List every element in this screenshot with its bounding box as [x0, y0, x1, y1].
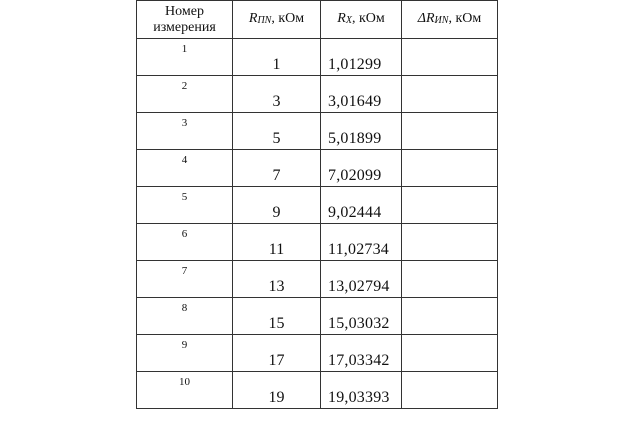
header-r-pn-symbol: R	[248, 10, 258, 26]
r-x-value-box	[328, 261, 399, 297]
r-x-value-box	[328, 76, 399, 112]
header-r-x-unit: , кОм	[351, 10, 385, 26]
cell-r-pn	[233, 224, 321, 261]
r-pn-value: 7	[272, 167, 281, 184]
cell-r-x	[321, 372, 402, 409]
cell-r-x	[321, 224, 402, 261]
r-x-value-box	[328, 372, 399, 408]
cell-measurement-number	[137, 113, 233, 150]
header-r-pn	[233, 1, 321, 39]
header-delta-r-in-subscript: ИN	[434, 14, 449, 26]
r-x-value-box	[328, 150, 399, 186]
r-pn-value: 3	[272, 93, 281, 110]
r-x-value: 5,01899	[328, 130, 382, 147]
cell-r-pn	[233, 150, 321, 187]
table-row	[137, 187, 498, 224]
table-row	[137, 372, 498, 409]
measurement-number: 6	[181, 228, 188, 240]
r-pn-value: 1	[272, 56, 281, 73]
r-x-value-box	[328, 224, 399, 260]
cell-measurement-number	[137, 261, 233, 298]
measurement-table	[136, 0, 498, 409]
cell-delta-r-in	[402, 298, 498, 335]
cell-delta-r-in	[402, 150, 498, 187]
header-r-x-symbol: R	[337, 10, 346, 26]
measurement-number: 5	[181, 191, 188, 203]
cell-delta-r-in	[402, 224, 498, 261]
cell-measurement-number	[137, 76, 233, 113]
cell-r-x	[321, 298, 402, 335]
header-delta-r-in	[402, 1, 498, 39]
header-measurement-number-label: Номер измерения	[153, 3, 216, 35]
cell-delta-r-in	[402, 261, 498, 298]
cell-r-x	[321, 187, 402, 224]
table-row	[137, 261, 498, 298]
r-x-value-box	[328, 335, 399, 371]
cell-r-pn	[233, 372, 321, 409]
table-row	[137, 298, 498, 335]
table-row	[137, 113, 498, 150]
cell-delta-r-in	[402, 39, 498, 76]
cell-measurement-number	[137, 224, 233, 261]
cell-r-pn	[233, 76, 321, 113]
cell-r-pn	[233, 113, 321, 150]
table-row	[137, 335, 498, 372]
cell-r-x	[321, 113, 402, 150]
r-pn-value: 13	[268, 278, 285, 295]
r-x-value-box	[328, 298, 399, 334]
header-r-pn-unit: , кОм	[271, 10, 305, 26]
r-pn-value: 9	[272, 204, 281, 221]
measurement-number: 2	[181, 80, 188, 92]
r-pn-value: 11	[268, 241, 285, 258]
cell-measurement-number	[137, 187, 233, 224]
cell-delta-r-in	[402, 335, 498, 372]
r-x-value: 1,01299	[328, 56, 382, 73]
cell-r-x	[321, 39, 402, 76]
measurement-number: 10	[179, 376, 190, 388]
table-row	[137, 76, 498, 113]
cell-r-x	[321, 335, 402, 372]
r-x-value: 13,02794	[328, 278, 390, 295]
header-delta-r-in-unit: , кОм	[448, 10, 482, 26]
cell-delta-r-in	[402, 372, 498, 409]
measurement-number: 8	[181, 302, 188, 314]
r-pn-value: 15	[268, 315, 285, 332]
header-r-x-subscript: X	[345, 14, 352, 26]
cell-delta-r-in	[402, 76, 498, 113]
header-row	[137, 1, 498, 39]
r-x-value: 7,02099	[328, 167, 382, 184]
cell-delta-r-in	[402, 187, 498, 224]
r-pn-value: 5	[272, 130, 281, 147]
table-row	[137, 150, 498, 187]
cell-measurement-number	[137, 150, 233, 187]
cell-measurement-number	[137, 335, 233, 372]
cell-measurement-number	[137, 298, 233, 335]
cell-delta-r-in	[402, 113, 498, 150]
header-r-x	[321, 1, 402, 39]
cell-r-pn	[233, 39, 321, 76]
r-x-value-box	[328, 187, 399, 223]
cell-measurement-number	[137, 39, 233, 76]
header-measurement-number	[137, 1, 233, 39]
r-x-value: 17,03342	[328, 352, 390, 369]
r-x-value: 11,02734	[328, 241, 390, 258]
table-row	[137, 39, 498, 76]
r-pn-value: 17	[268, 352, 285, 369]
header-r-pn-subscript: ПN	[257, 14, 272, 26]
header-delta-r-in-symbol: ΔR	[417, 10, 435, 26]
r-x-value: 3,01649	[328, 93, 382, 110]
r-pn-value: 19	[268, 389, 285, 406]
r-x-value: 19,03393	[328, 389, 390, 406]
r-x-value: 9,02444	[328, 204, 382, 221]
r-x-value: 15,03032	[328, 315, 390, 332]
table-row	[137, 224, 498, 261]
cell-r-pn	[233, 335, 321, 372]
measurement-number: 7	[181, 265, 188, 277]
cell-r-x	[321, 150, 402, 187]
measurement-number: 1	[181, 43, 188, 55]
cell-r-pn	[233, 187, 321, 224]
cell-r-pn	[233, 261, 321, 298]
r-x-value-box	[328, 39, 399, 75]
cell-measurement-number	[137, 372, 233, 409]
cell-r-x	[321, 76, 402, 113]
cell-r-pn	[233, 298, 321, 335]
measurement-number: 4	[181, 154, 188, 166]
measurement-number: 3	[181, 117, 188, 129]
r-x-value-box	[328, 113, 399, 149]
measurement-number: 9	[181, 339, 188, 351]
cell-r-x	[321, 261, 402, 298]
